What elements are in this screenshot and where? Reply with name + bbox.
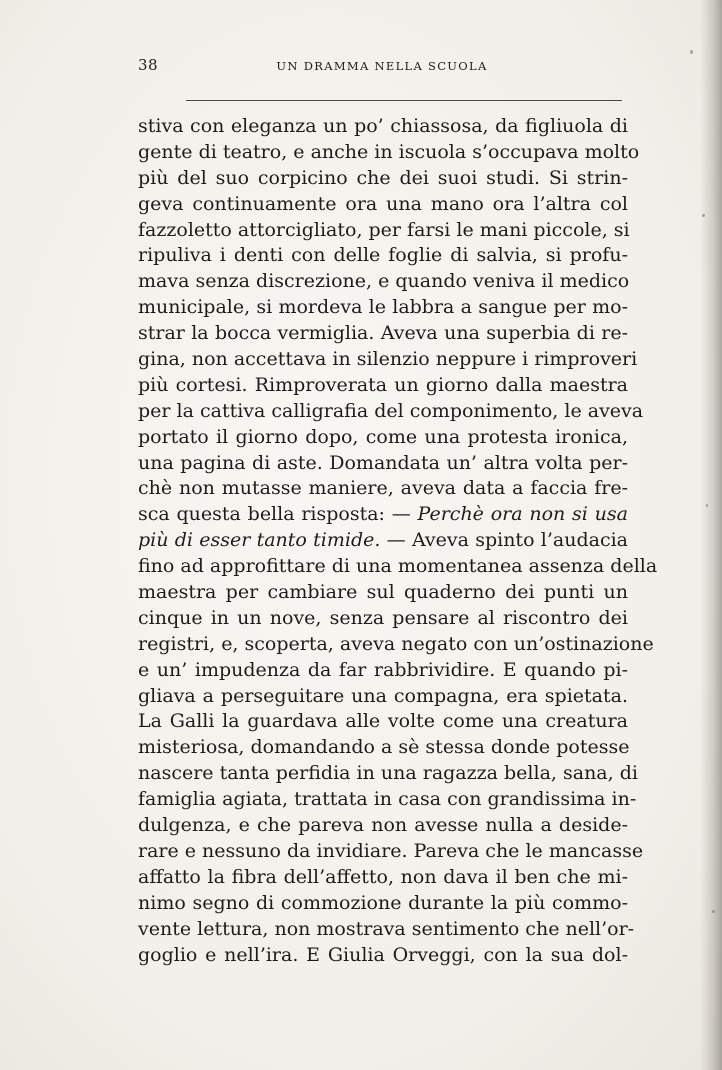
text-line	[138, 114, 628, 140]
text-run: nimo segno di commozione durante la più commo-	[138, 891, 628, 914]
text-line	[138, 166, 628, 192]
text-line	[138, 399, 644, 425]
paper-speck	[712, 910, 715, 913]
text-line	[138, 943, 628, 969]
text-run: e un’ impudenza da far rabbrividire. E quando pi-	[138, 658, 628, 681]
text-run: sca questa bella risposta: —	[138, 503, 418, 526]
text-line	[138, 451, 628, 477]
text-line	[138, 502, 628, 528]
text-line	[138, 917, 635, 943]
text-run: geva continuamente ora una mano ora l’altra col	[138, 192, 628, 215]
text-line	[138, 865, 628, 891]
text-run: affatto la fibra dell’affetto, non dava il ben che mi-	[138, 865, 628, 888]
header-rule	[186, 100, 622, 101]
text-run: ripuliva i denti con delle foglie di salvia, si profu-	[138, 244, 628, 267]
paper-speck	[702, 214, 705, 217]
text-run: goglio e nell’ira. E Giulia Orveggi, con la sua dol-	[138, 943, 628, 966]
text-run: stiva con eleganza un po’ chiassosa, da figliuola di	[138, 115, 628, 137]
text-line	[138, 192, 628, 218]
italic-quote: più di esser tanto timide.	[138, 529, 381, 552]
text-run: rare e nessuno da invidiare. Pareva che le mancasse	[138, 839, 644, 862]
text-run: strar la bocca vermiglia. Aveva una superbia di re-	[138, 322, 628, 345]
text-line	[138, 373, 628, 399]
text-line	[138, 761, 638, 787]
text-line	[138, 735, 628, 761]
text-line	[138, 218, 628, 244]
text-run: gente di teatro, e anche in iscuola s’occupava molto	[138, 140, 640, 163]
text-line	[138, 787, 637, 813]
page-number: 38	[138, 56, 159, 74]
text-line	[138, 839, 644, 865]
text-line	[138, 891, 628, 917]
text-run: famiglia agiata, trattata in casa con grandissima in-	[138, 788, 637, 811]
text-run: gliava a perseguitare una compagna, era spietata.	[138, 684, 628, 707]
text-run: fazzoletto attorcigliato, per farsi le mani piccole, si	[138, 218, 630, 241]
text-run: registri, e, scoperta, aveva negato con un’ostinazione	[138, 632, 654, 655]
text-line	[138, 243, 628, 269]
text-line	[138, 269, 628, 295]
text-line	[138, 554, 658, 580]
text-run: una pagina di aste. Domandata un’ altra volta per-	[138, 451, 628, 474]
page-header	[138, 56, 626, 84]
text-run: dulgenza, e che pareva non avesse nulla a deside-	[138, 814, 628, 837]
text-line	[138, 528, 628, 554]
text-run: cinque in un nove, senza pensare al riscontro dei	[138, 606, 628, 629]
text-line	[138, 632, 654, 658]
text-run: La Galli la guardava alle volte come una creatura	[138, 710, 628, 733]
body-text	[138, 114, 658, 968]
text-run: vente lettura, non mostrava sentimento che nell’or-	[138, 917, 635, 940]
text-line	[138, 709, 628, 735]
text-run: municipale, si mordeva le labbra a sangue per mo-	[138, 296, 628, 319]
text-line	[138, 321, 628, 347]
text-run: portato il giorno dopo, come una protesta ironica,	[138, 425, 628, 448]
text-run: maestra per cambiare sul quaderno dei punti un	[138, 581, 628, 604]
text-line	[138, 684, 628, 710]
text-run: più del suo corpicino che dei suoi studi. Si strin-	[138, 166, 628, 189]
italic-quote: Perchè ora non si usa	[417, 503, 628, 526]
text-run: fino ad approfittare di una momentanea assenza della	[138, 555, 658, 578]
text-line	[138, 425, 628, 451]
text-line	[138, 580, 628, 606]
text-run: più cortesi. Rimproverata un giorno dalla maestra	[138, 373, 628, 396]
text-run: misteriosa, domandando a sè stessa donde potesse	[138, 736, 630, 759]
text-line	[138, 295, 628, 321]
text-run: — Aveva spinto l’audacia	[380, 529, 628, 552]
text-line	[138, 347, 638, 373]
text-line	[138, 606, 628, 632]
text-line	[138, 476, 628, 502]
paper-speck	[690, 50, 693, 54]
paper-speck	[706, 504, 708, 507]
text-run: per la cattiva calligrafia del componimento, le aveva	[138, 399, 644, 422]
text-line	[138, 140, 640, 166]
text-run: nascere tanta perfidia in una ragazza bella, sana, di	[138, 762, 638, 785]
text-line	[138, 813, 628, 839]
text-run: chè non mutasse maniere, aveva data a faccia fre-	[138, 477, 628, 500]
text-run: mava senza discrezione, e quando veniva il medico	[138, 270, 630, 293]
text-line	[138, 658, 628, 684]
running-title: UN DRAMMA NELLA SCUOLA	[276, 59, 488, 73]
text-run: gina, non accettava in silenzio neppure i rimproveri	[138, 348, 638, 371]
page-edge-shadow	[700, 0, 722, 1070]
